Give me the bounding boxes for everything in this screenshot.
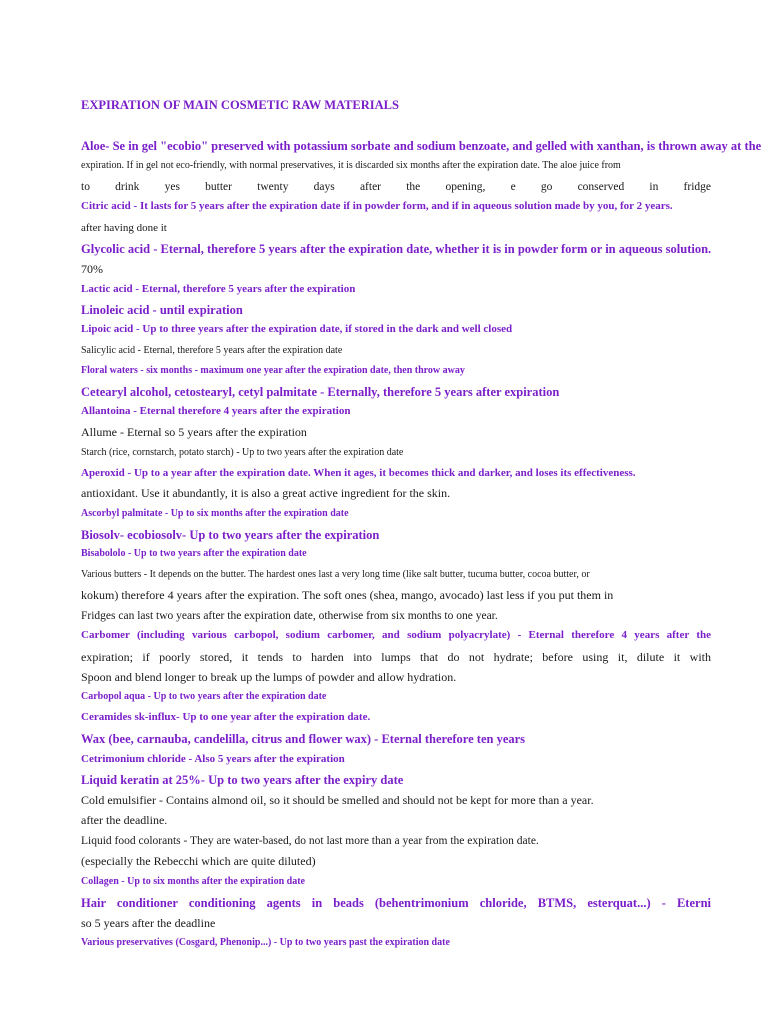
text-line: Spoon and blend longer to break up the lumps of powder and allow hydration. [81, 671, 457, 684]
text-line: Fridges can last two years after the expiration date, otherwise from six months to one year. [81, 610, 498, 622]
text-line: so 5 years after the deadline [81, 917, 216, 930]
text-line: Starch (rice, cornstarch, potato starch) - Up to two years after the expiration date [81, 447, 404, 458]
text-line: Citric acid - It lasts for 5 years after the expiration date if in powder form, and if in aqueous solution made by you, for 2 years. [81, 200, 673, 212]
text-line: Allume - Eternal so 5 years after the expiration [81, 426, 307, 439]
text-line: expiration; if poorly stored, it tends to harden into lumps that do not hydrate; before using it, dilute it with [81, 651, 711, 664]
text-line: Lactic acid - Eternal, therefore 5 years after the expiration [81, 283, 356, 295]
text-line: Bisabololo - Up to two years after the expiration date [81, 548, 307, 559]
text-line: (especially the Rebecchi which are quite diluted) [81, 855, 316, 868]
text-line: Aloe- Se in gel "ecobio" preserved with potassium sorbate and sodium benzoate, and gelled with xanthan, is thrown away at the [81, 139, 762, 153]
text-line: Liquid food colorants - They are water-based, do not last more than a year from the expiration date. [81, 835, 539, 847]
text-line: Cold emulsifier - Contains almond oil, so it should be smelled and should not be kept for more than a year. [81, 794, 594, 807]
text-line: Various butters - It depends on the butter. The hardest ones last a very long time (like salt butter, tucuma butter, cocoa butter, or [81, 569, 590, 580]
text-line: Lipoic acid - Up to three years after the expiration date, if stored in the dark and well closed [81, 323, 513, 335]
text-line: Aperoxid - Up to a year after the expiration date. When it ages, it becomes thick and darker, and loses its effectiveness. [81, 467, 636, 479]
text-line: Allantoina - Eternal therefore 4 years after the expiration [81, 405, 351, 417]
text-line: to drink yes butter twenty days after the opening, e go conserved in fridge [81, 181, 711, 193]
text-line: Cetearyl alcohol, cetostearyl, cetyl palmitate - Eternally, therefore 5 years after expiration [81, 385, 560, 399]
text-line: Floral waters - six months - maximum one year after the expiration date, then throw away [81, 365, 465, 376]
text-line: after the deadline. [81, 814, 168, 827]
text-line: after having done it [81, 222, 167, 234]
text-line: Linoleic acid - until expiration [81, 303, 243, 317]
text-line: Carbopol aqua - Up to two years after the expiration date [81, 691, 327, 702]
text-line: Glycolic acid - Eternal, therefore 5 years after the expiration date, whether it is in powder form or in aqueous solution. [81, 242, 712, 256]
text-line: 70% [81, 263, 103, 276]
text-line: Biosolv- ecobiosolv- Up to two years after the expiration [81, 528, 380, 542]
text-line: Cetrimonium chloride - Also 5 years after the expiration [81, 753, 345, 765]
text-line: Various preservatives (Cosgard, Phenonip...) - Up to two years past the expiration date [81, 937, 450, 948]
text-line: Ceramides sk-influx- Up to one year after the expiration date. [81, 711, 371, 723]
text-line: Collagen - Up to six months after the expiration date [81, 876, 305, 887]
text-line: Liquid keratin at 25%- Up to two years after the expiry date [81, 773, 404, 787]
text-line: Ascorbyl palmitate - Up to six months after the expiration date [81, 508, 349, 519]
text-line: expiration. If in gel not eco-friendly, with normal preservatives, it is discarded six months after the expiration date. The aloe juice from [81, 160, 621, 171]
text-line: antioxidant. Use it abundantly, it is also a great active ingredient for the skin. [81, 487, 451, 500]
document-title: EXPIRATION OF MAIN COSMETIC RAW MATERIALS [81, 98, 399, 112]
text-line: Wax (bee, carnauba, candelilla, citrus and flower wax) - Eternal therefore ten years [81, 732, 526, 746]
text-line: Carbomer (including various carbopol, sodium carbomer, and sodium polyacrylate) - Eternal therefore 4 years after the [81, 629, 711, 641]
text-line: Salicylic acid - Eternal, therefore 5 years after the expiration date [81, 345, 343, 356]
text-line: Hair conditioner conditioning agents in beads (behentrimonium chloride, BTMS, esterquat...) - Eterni [81, 896, 711, 910]
text-line: kokum) therefore 4 years after the expiration. The soft ones (shea, mango, avocado) last less if you put them in [81, 589, 614, 602]
